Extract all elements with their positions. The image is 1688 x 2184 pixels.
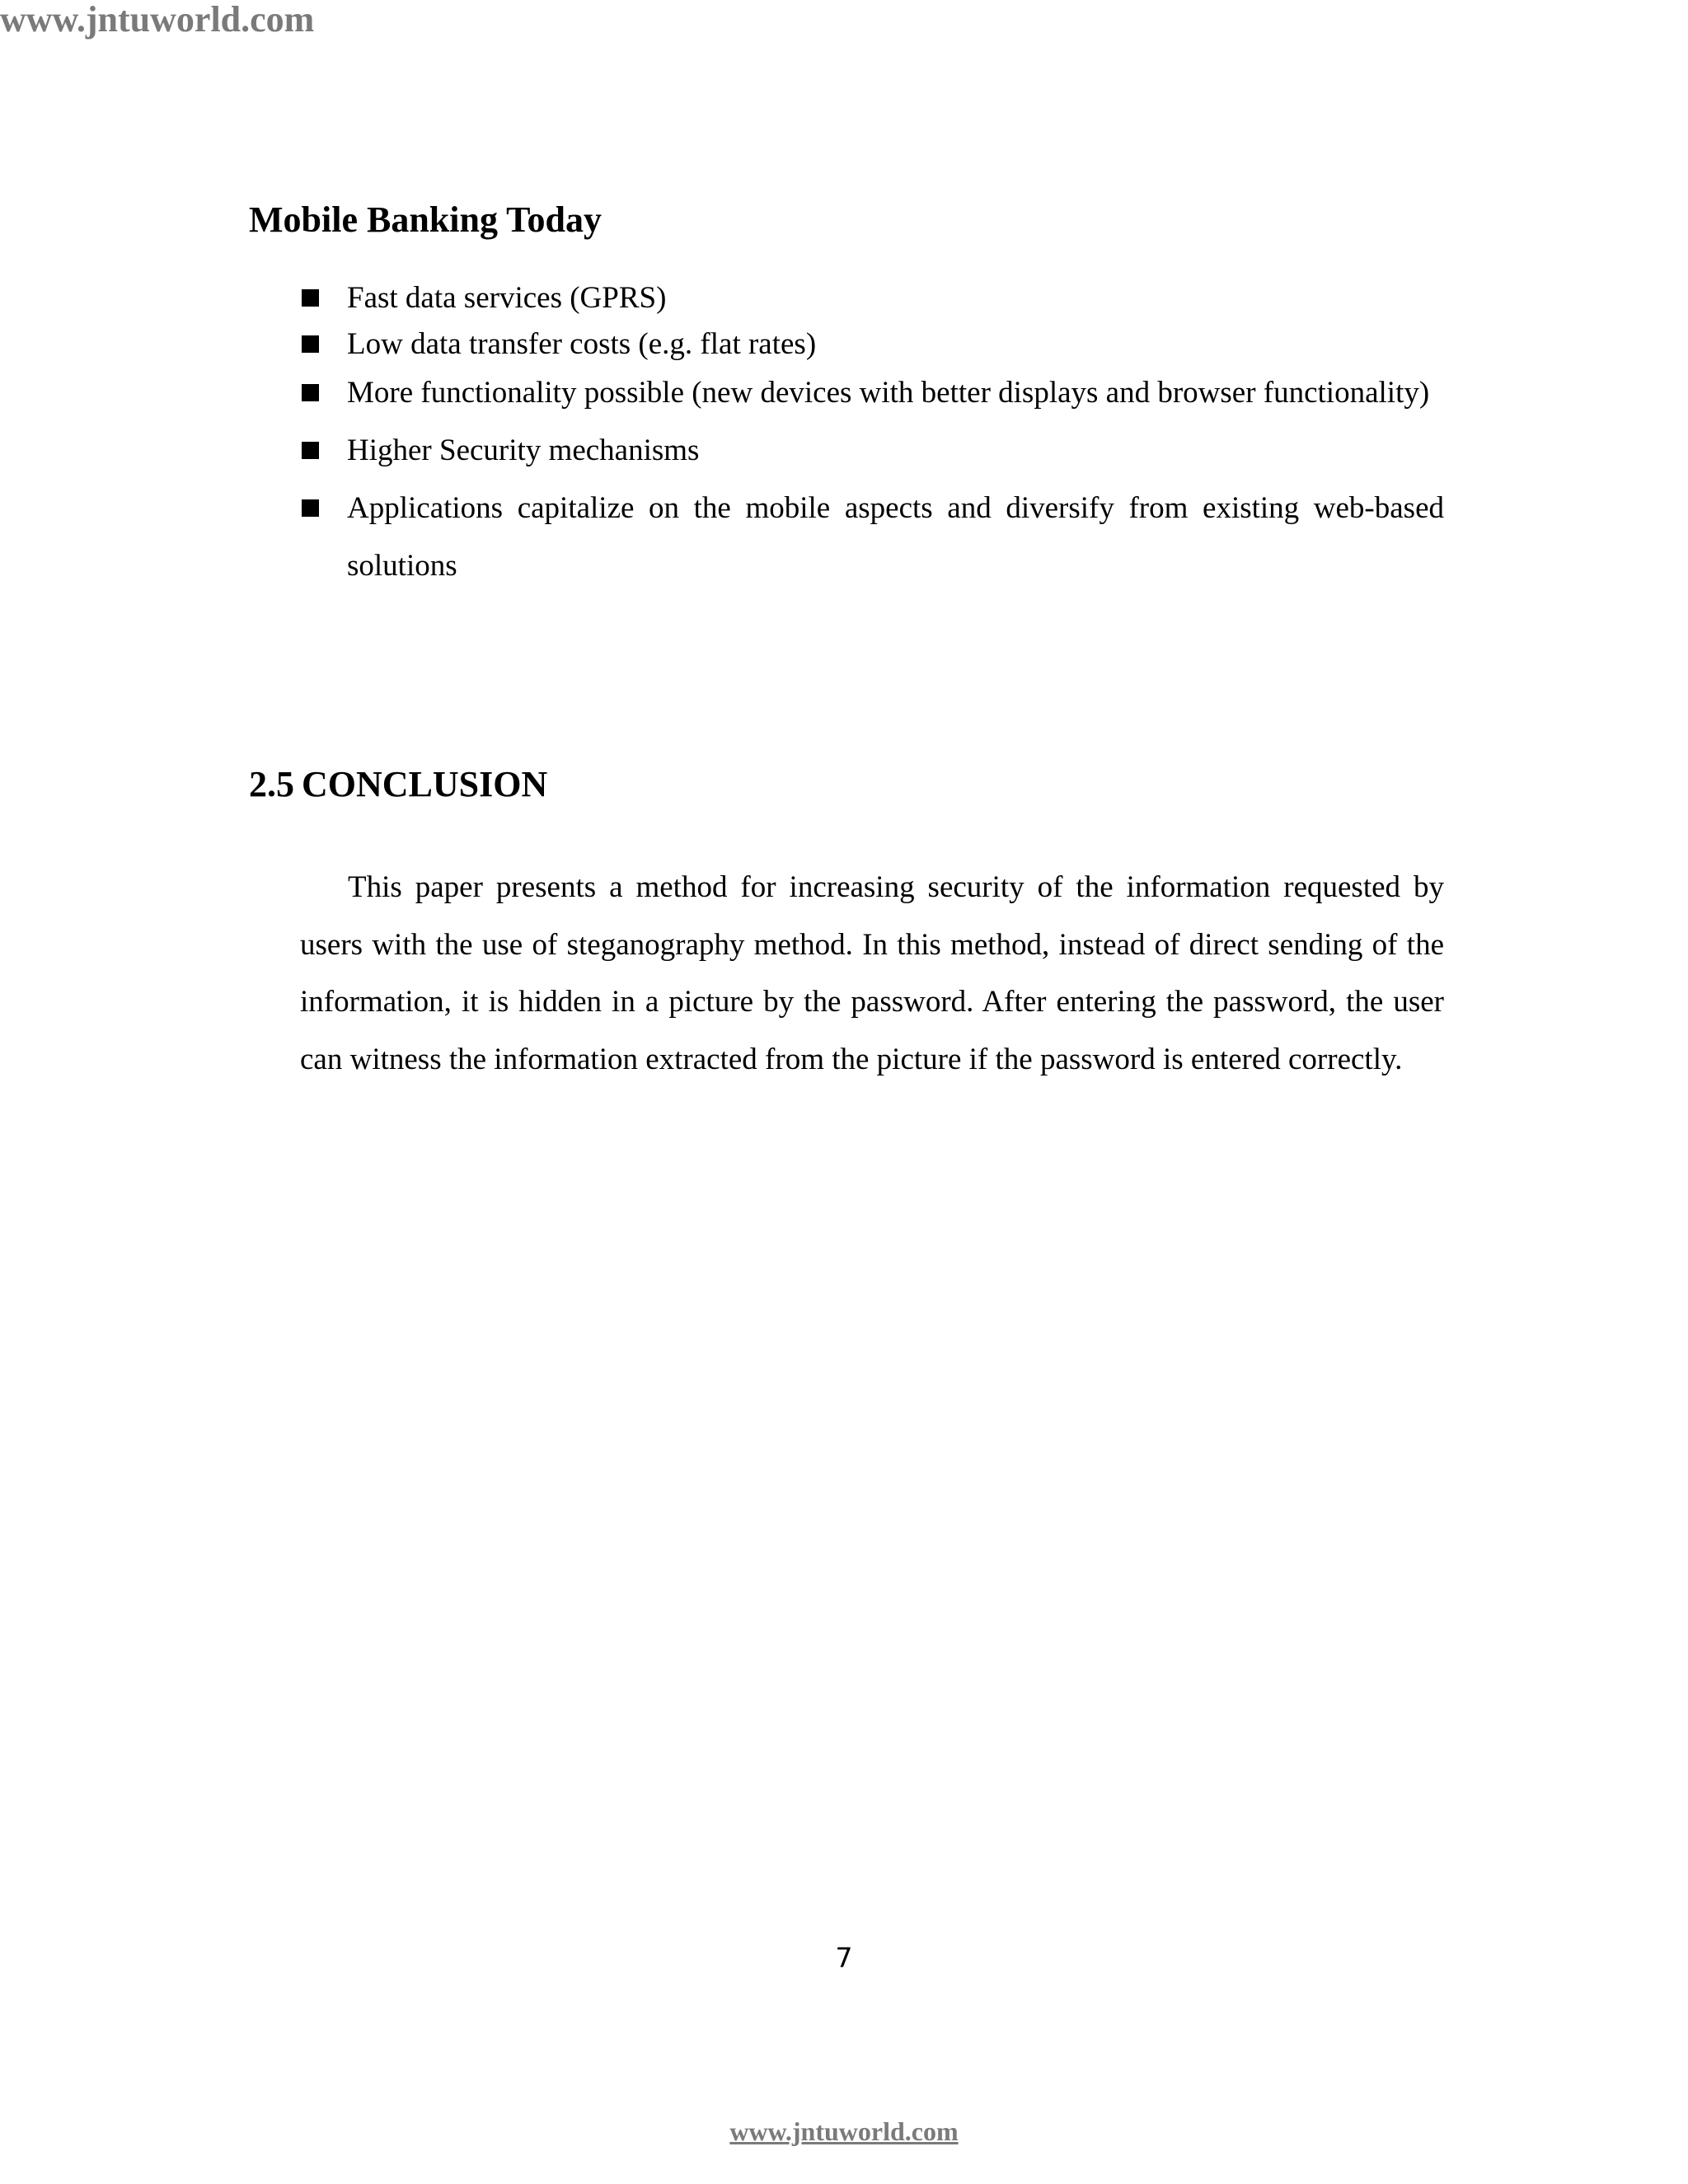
header-watermark: www.jntuworld.com xyxy=(0,0,315,40)
list-item xyxy=(298,480,1444,595)
conclusion-paragraph: This paper presents a method for increasing security of the information requested by users with the use of steganography method. In this method, instead of direct sending of the information, it is hidden in a picture by the password. After entering the password, the user can witness the information extracted from the picture if the password is entered correctly. xyxy=(300,870,1444,1076)
bullet-list xyxy=(298,279,1444,595)
square-bullet-icon xyxy=(302,289,319,307)
list-item-text: Higher Security mechanisms xyxy=(347,434,700,467)
page-title: Mobile Banking Today xyxy=(249,199,602,240)
list-item-text: Applications capitalize on the mobile aspects and diversify from existing web-based solutions xyxy=(347,491,1444,583)
square-bullet-icon xyxy=(302,335,319,353)
section-title: CONCLUSION xyxy=(302,764,548,804)
page-number: 7 xyxy=(835,1942,853,1974)
list-item xyxy=(298,364,1444,422)
list-item-text: Low data transfer costs (e.g. flat rates) xyxy=(347,327,817,361)
list-item xyxy=(298,422,1444,480)
list-item-text: More functionality possible (new devices with better displays and browser functionality) xyxy=(347,376,1430,410)
section-number: 2.5 xyxy=(249,764,294,804)
square-bullet-icon xyxy=(302,442,319,459)
square-bullet-icon xyxy=(302,499,319,517)
square-bullet-icon xyxy=(302,384,319,401)
section-heading xyxy=(249,762,547,807)
footer-watermark: www.jntuworld.com xyxy=(729,2116,959,2146)
list-item-text: Fast data services (GPRS) xyxy=(347,281,667,315)
list-item xyxy=(298,325,1444,364)
list-item xyxy=(298,279,1444,318)
